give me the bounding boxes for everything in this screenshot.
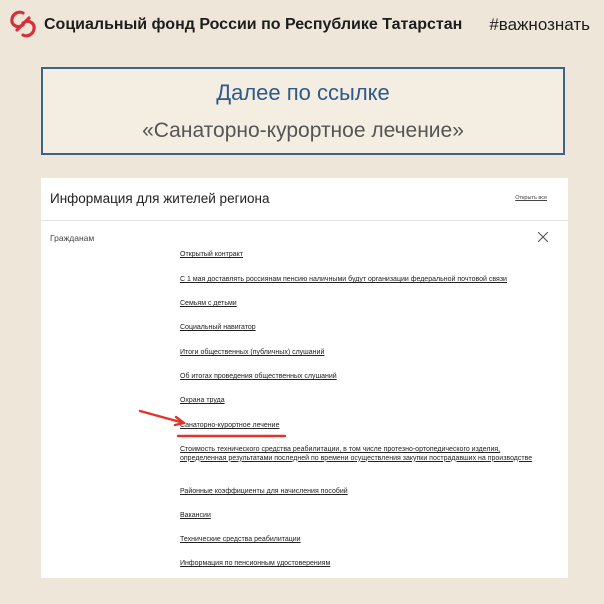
org-title: Социальный фонд России по Республике Татарстан — [44, 16, 463, 33]
link-vacancies[interactable]: Вакансии — [180, 512, 211, 519]
open-all-link[interactable]: Открыть все — [515, 195, 547, 201]
link-pension-certificates[interactable]: Информация по пенсионным удостоверениям — [180, 560, 331, 567]
annotation-arrow — [140, 408, 290, 438]
banner-heading: Далее по ссылке — [216, 80, 390, 105]
close-icon[interactable] — [537, 231, 549, 243]
link-open-contract[interactable]: Открытый контракт — [180, 251, 243, 258]
link-rehab-means[interactable]: Технические средства реабилитации — [180, 536, 301, 543]
link-regional-coefficients[interactable]: Районные коэффициенты для начисления пособий — [180, 488, 348, 495]
section-label-citizens: Гражданам — [50, 233, 95, 243]
link-labor-protection[interactable]: Охрана труда — [180, 397, 225, 404]
link-rehab-means-cost[interactable]: Стоимость технического средства реабилитации, в том числе протезно-ортопедического изделия, определенная результатами последней по времени осуществления закупки пострадавших на производстве — [180, 446, 533, 462]
info-panel — [41, 178, 568, 578]
header — [0, 0, 604, 52]
banner-subheading: «Санаторно-курортное лечение» — [142, 119, 464, 142]
link-pension-delivery[interactable]: С 1 мая доставлять россиянам пенсию наличными будут организации федеральной почтовой связи — [180, 276, 507, 283]
link-social-navigator[interactable]: Социальный навигатор — [180, 324, 256, 331]
sfr-logo-icon — [9, 10, 37, 38]
divider — [41, 220, 568, 221]
link-families-with-children[interactable]: Семьям с детьми — [180, 300, 237, 307]
hashtag: #важнознать — [489, 15, 590, 34]
link-sanatorium-treatment[interactable]: Санаторно-курортное лечение — [180, 422, 280, 429]
panel-title: Информация для жителей региона — [50, 191, 270, 206]
link-hearings-outcomes[interactable]: Об итогах проведения общественных слушаний — [180, 373, 337, 380]
banner — [41, 67, 565, 155]
link-public-hearings-results[interactable]: Итоги общественных (публичных) слушаний — [180, 349, 325, 356]
